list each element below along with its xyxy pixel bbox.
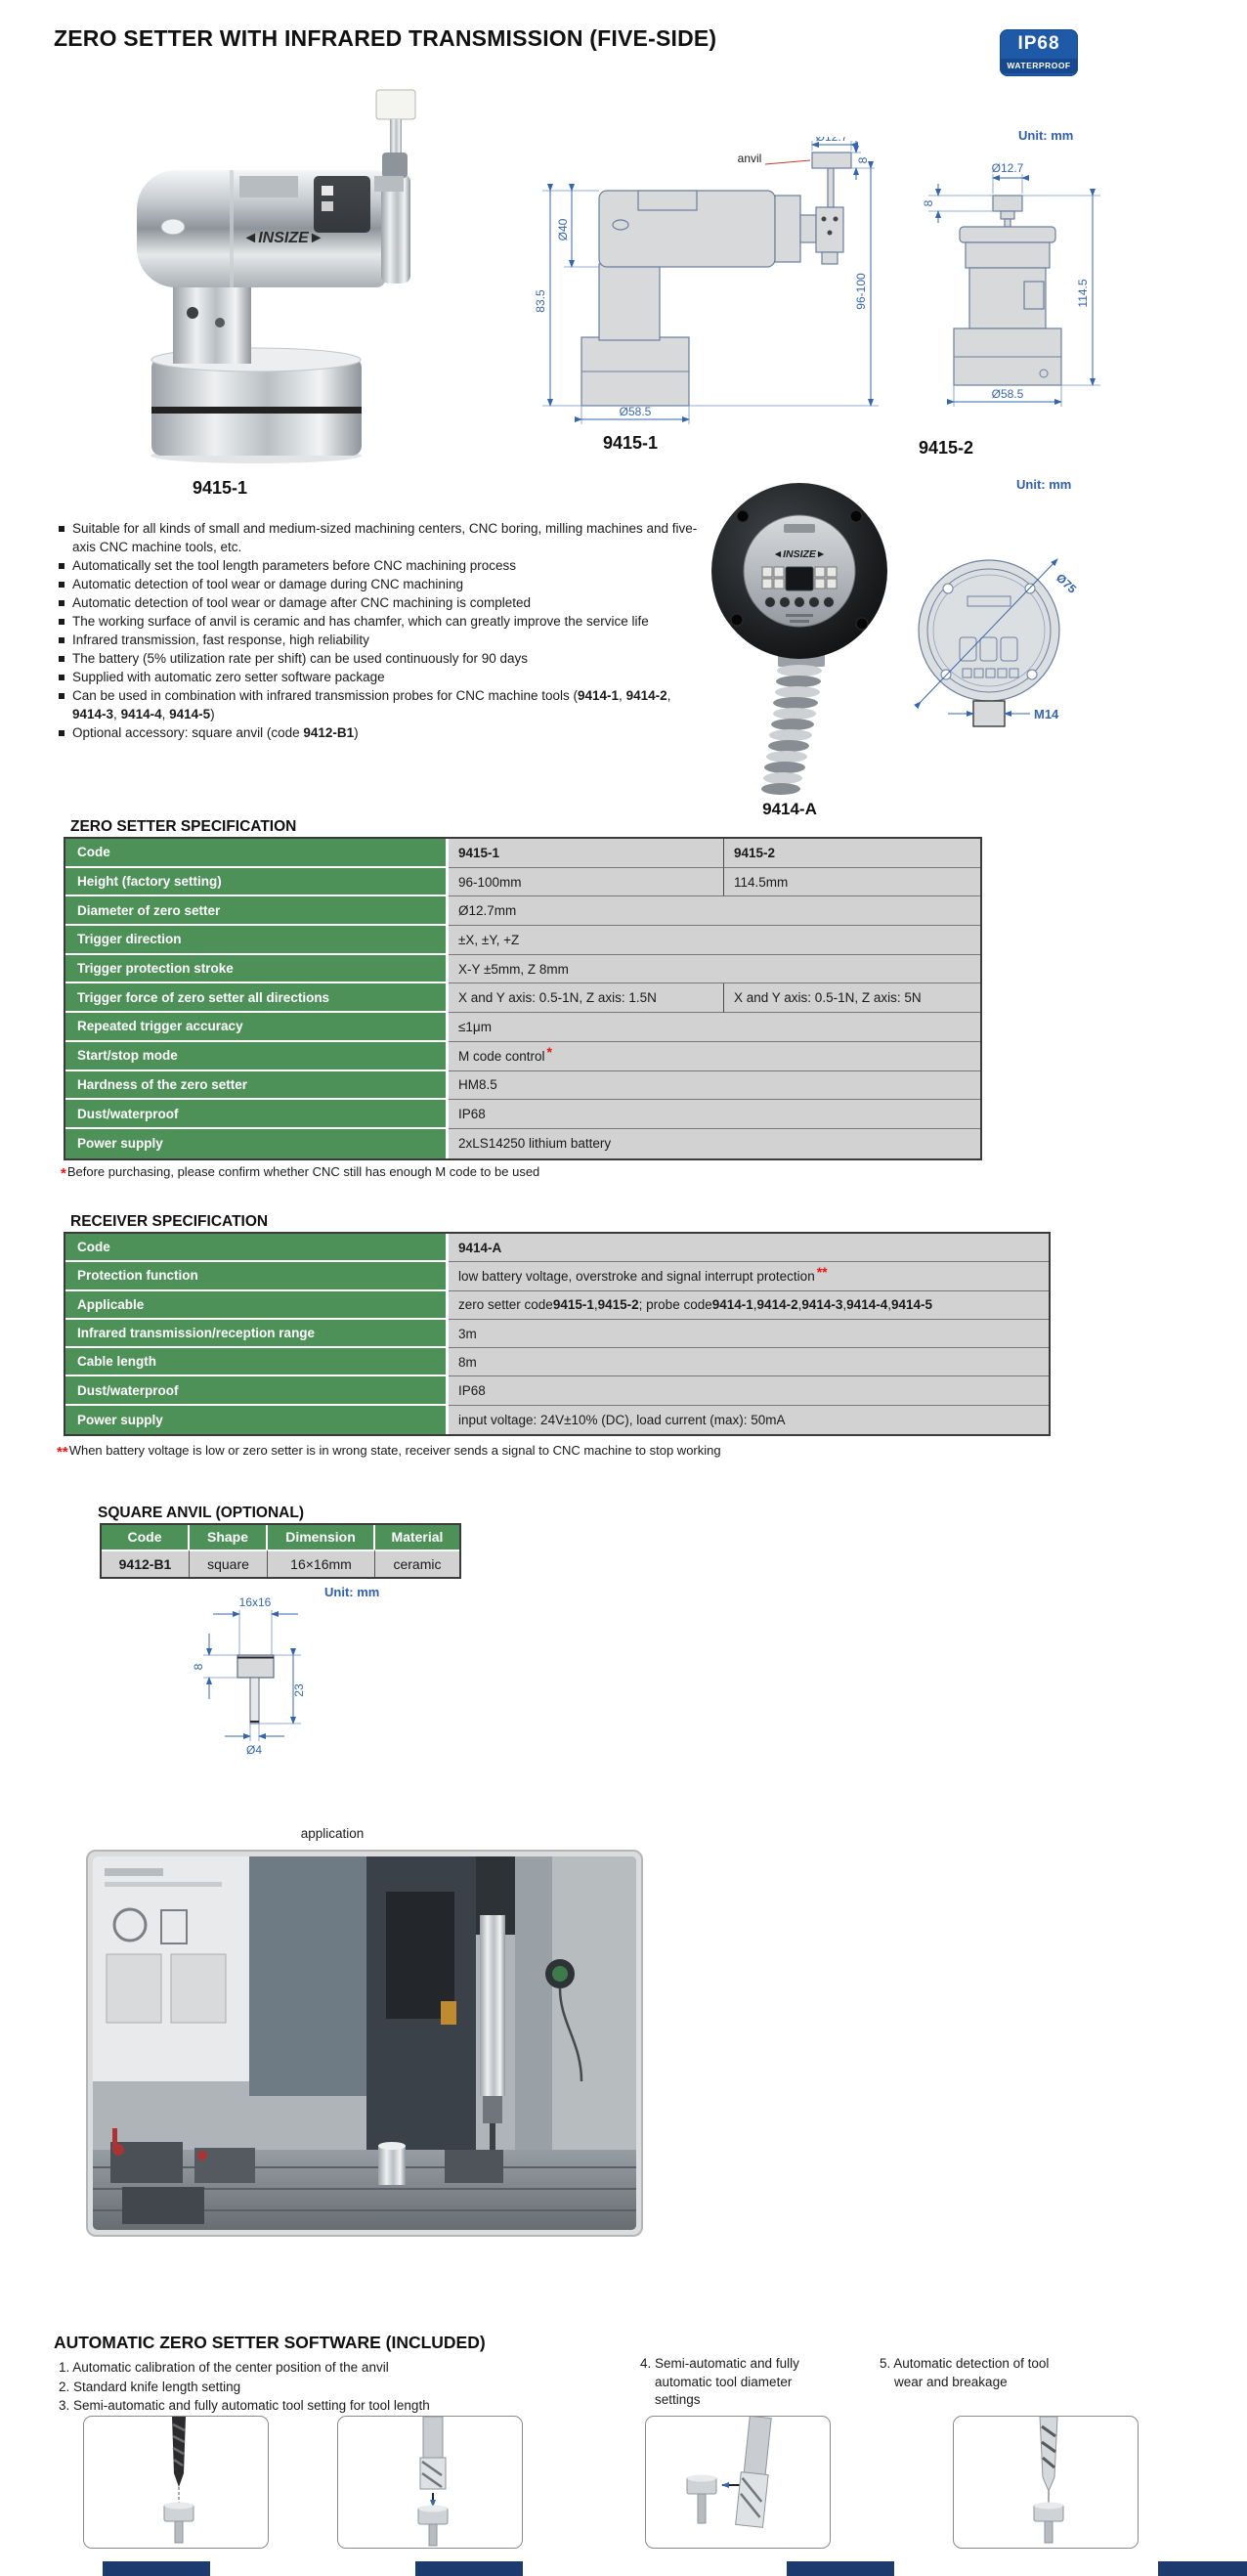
spec-label: Trigger force of zero setter all directions xyxy=(65,983,449,1013)
spec-value: 9415-2 xyxy=(724,839,980,868)
dim-sq-bottom: Ø4 xyxy=(245,1743,263,1757)
feature-item: Optional accessory: square anvil (code 9412-B1) xyxy=(59,723,704,742)
spec-label: Repeated trigger accuracy xyxy=(65,1013,449,1042)
square-anvil-cell: 9412-B1 xyxy=(102,1550,190,1577)
dim2-height: 114.5 xyxy=(1076,279,1090,308)
dim-left-height: 83.5 xyxy=(534,289,547,313)
dim2-top-diameter: Ø12.7 xyxy=(991,161,1024,175)
spec-label: Protection function xyxy=(65,1262,449,1290)
feature-item: Supplied with automatic zero setter software package xyxy=(59,668,704,686)
cutoff-bar xyxy=(415,2561,523,2576)
feature-list xyxy=(59,519,704,742)
spec-value: X and Y axis: 0.5-1N, Z axis: 1.5N xyxy=(449,983,724,1013)
unit-label-top: Unit: mm xyxy=(1018,128,1074,143)
software-image-wear-detection xyxy=(953,2416,1139,2549)
insize-logo: ◄INSIZE► xyxy=(242,230,324,246)
spec-label: Infrared transmission/reception range xyxy=(65,1320,449,1348)
spec-row xyxy=(65,896,980,926)
spec-label: Hardness of the zero setter xyxy=(65,1071,449,1101)
feature-item: The working surface of anvil is ceramic and has chamfer, which can greatly improve the service life xyxy=(59,612,704,631)
spec-value: 9414-A xyxy=(449,1234,1049,1262)
cutoff-bar xyxy=(1158,2561,1247,2576)
photo-caption: 9415-1 xyxy=(192,478,248,498)
spec-label: Start/stop mode xyxy=(65,1042,449,1071)
square-anvil-table xyxy=(100,1523,461,1579)
application-photo xyxy=(86,1850,643,2237)
receiver-spec-table xyxy=(64,1232,1051,1436)
spec-label: Height (factory setting) xyxy=(65,868,449,897)
spec-row xyxy=(65,1071,980,1101)
spec-label: Trigger protection stroke xyxy=(65,955,449,984)
anvil-icon xyxy=(418,2506,448,2547)
software-item: 3. Semi-automatic and fully automatic tool setting for tool length xyxy=(59,2398,430,2413)
square-anvil-cell: ceramic xyxy=(375,1550,459,1577)
feature-item: The battery (5% utilization rate per shift) can be used continuously for 90 days xyxy=(59,649,704,668)
anvil-icon xyxy=(164,2503,194,2544)
page-title: ZERO SETTER WITH INFRARED TRANSMISSION (FIVE-SIDE) xyxy=(54,25,717,51)
unit-label-anvil: Unit: mm xyxy=(324,1585,380,1599)
zero-setter-footnote: *Before purchasing, please confirm whether CNC still has enough M code to be used xyxy=(61,1164,540,1182)
spec-value: IP68 xyxy=(449,1100,980,1129)
square-anvil-heading: SQUARE ANVIL (OPTIONAL) xyxy=(98,1505,304,1521)
spec-value: low battery voltage, overstroke and signal interrupt protection ** xyxy=(449,1262,1049,1290)
badge-label: WATERPROOF xyxy=(1000,59,1078,73)
square-anvil-cell: 16×16mm xyxy=(268,1550,375,1577)
software-item-list xyxy=(59,2358,645,2416)
spec-value: ±X, ±Y, +Z xyxy=(449,926,980,955)
dim2-anvil-height: 8 xyxy=(922,199,935,207)
spec-value: zero setter code 9415-1 , 9415-2 ; probe code 9414-1 , 9414-2 , 9414-3 , 9414-4 , 9414-5 xyxy=(449,1291,1049,1320)
receiver-caption: 9414-A xyxy=(762,800,817,818)
spec-value: input voltage: 24V±10% (DC), load current (max): 50mA xyxy=(449,1406,1049,1434)
spec-row xyxy=(65,1262,1049,1290)
spec-value: 9415-1 xyxy=(449,839,724,868)
ip68-waterproof-badge xyxy=(1000,29,1078,76)
dim-base-diameter: Ø58.5 xyxy=(619,405,652,418)
software-image-diameter xyxy=(645,2416,831,2549)
dim-sq-left: 8 xyxy=(192,1663,205,1671)
spec-row xyxy=(65,1348,1049,1376)
spec-row xyxy=(65,1406,1049,1434)
spec-value: M code control * xyxy=(449,1042,980,1071)
spec-label: Trigger direction xyxy=(65,926,449,955)
spec-value: Ø12.7mm xyxy=(449,896,980,926)
dim-top-diameter: Ø12.7 xyxy=(815,137,848,144)
square-anvil-header: Dimension xyxy=(268,1525,375,1550)
feature-item: Automatic detection of tool wear or damage during CNC machining xyxy=(59,575,704,593)
spec-value: 3m xyxy=(449,1320,1049,1348)
badge-rating: IP68 xyxy=(1017,33,1060,54)
receiver-footnote: **When battery voltage is low or zero setter is in wrong state, receiver sends a signal to CNC machine to stop working xyxy=(57,1443,721,1461)
receiver-logo: ◄INSIZE► xyxy=(772,548,827,560)
spec-row xyxy=(65,926,980,955)
zero-setter-spec-heading: ZERO SETTER SPECIFICATION xyxy=(70,818,297,835)
footnote-mark: * xyxy=(61,1165,66,1182)
spec-row xyxy=(65,1100,980,1129)
software-item-5: 5. Automatic detection of tool wear and breakage xyxy=(880,2356,1050,2389)
software-image-calibration xyxy=(83,2416,269,2549)
application-label: application xyxy=(300,1826,365,1841)
cutoff-bar xyxy=(787,2561,894,2576)
square-anvil-header: Material xyxy=(375,1525,459,1550)
spec-value: IP68 xyxy=(449,1376,1049,1405)
spec-value: 114.5mm xyxy=(724,868,980,897)
end-mill-icon xyxy=(736,2417,775,2527)
spec-row xyxy=(65,868,980,897)
product-photo-9415-1 xyxy=(83,80,445,471)
end-mill-icon xyxy=(420,2417,446,2507)
anvil-icon xyxy=(687,2475,716,2524)
anvil-label: anvil xyxy=(737,152,762,165)
drawing-9415-1 xyxy=(523,137,884,435)
spec-label: Power supply xyxy=(65,1406,449,1434)
drawing-9415-1-caption: 9415-1 xyxy=(602,433,659,453)
software-heading: AUTOMATIC ZERO SETTER SOFTWARE (INCLUDED) xyxy=(54,2333,486,2352)
dim-sq-top: 16x16 xyxy=(238,1595,272,1609)
zero-setter-spec-table xyxy=(64,837,982,1160)
spec-label: Cable length xyxy=(65,1348,449,1376)
square-anvil-drawing xyxy=(147,1577,469,1777)
software-item-4: 4. Semi-automatic and fully automatic tool diameter settings xyxy=(640,2356,799,2407)
drawing-9415-2 xyxy=(899,156,1153,440)
spec-label: Diameter of zero setter xyxy=(65,896,449,926)
dim-receiver-thread: M14 xyxy=(1034,707,1059,721)
dim-receiver-diameter: Ø75 xyxy=(1053,570,1080,596)
receiver-drawing xyxy=(891,528,1165,763)
feature-item: Automatically set the tool length parameters before CNC machining process xyxy=(59,556,704,575)
spec-row xyxy=(65,983,980,1013)
spec-label: Code xyxy=(65,1234,449,1262)
spec-label: Power supply xyxy=(65,1129,449,1158)
spec-row xyxy=(65,1013,980,1042)
spec-row xyxy=(65,1320,1049,1348)
spec-row xyxy=(65,955,980,984)
spec-label: Dust/waterproof xyxy=(65,1100,449,1129)
square-anvil-header: Code xyxy=(102,1525,190,1550)
spec-value: 96-100mm xyxy=(449,868,724,897)
spec-row xyxy=(65,1376,1049,1405)
feature-item: Can be used in combination with infrared transmission probes for CNC machine tools (9414-1, 9414-2, 9414-3, 9414-4, 9414-5) xyxy=(59,686,704,723)
software-item: 2. Standard knife length setting xyxy=(59,2379,241,2394)
receiver-spec-heading: RECEIVER SPECIFICATION xyxy=(70,1213,269,1230)
spec-row xyxy=(65,1042,980,1071)
dim-right-height: 96-100 xyxy=(854,273,868,310)
dim-sq-right: 23 xyxy=(292,1683,306,1697)
software-image-knife-length xyxy=(337,2416,523,2549)
spec-label: Applicable xyxy=(65,1291,449,1320)
spec-row xyxy=(65,1234,1049,1262)
spec-value: 2xLS14250 lithium battery xyxy=(449,1129,980,1158)
receiver-photo-9414-A xyxy=(706,481,896,807)
spec-value: ≤1μm xyxy=(449,1013,980,1042)
feature-item: Automatic detection of tool wear or damage after CNC machining is completed xyxy=(59,593,704,612)
spec-row xyxy=(65,1291,1049,1320)
spec-value: X-Y ±5mm, Z 8mm xyxy=(449,955,980,984)
dim-anvil-height: 8 xyxy=(856,156,870,164)
dim2-base-diameter: Ø58.5 xyxy=(991,387,1024,401)
square-anvil-header: Shape xyxy=(190,1525,268,1550)
black-drill-icon xyxy=(172,2417,186,2505)
anvil-icon xyxy=(1034,2503,1063,2544)
cutoff-bar xyxy=(103,2561,210,2576)
dim-body-diameter: Ø40 xyxy=(556,218,570,241)
spec-label: Code xyxy=(65,839,449,868)
spec-value: X and Y axis: 0.5-1N, Z axis: 5N xyxy=(724,983,980,1013)
spec-value: HM8.5 xyxy=(449,1071,980,1101)
software-item: 1. Automatic calibration of the center position of the anvil xyxy=(59,2360,389,2375)
square-anvil-cell: square xyxy=(190,1550,268,1577)
drawing-9415-2-caption: 9415-2 xyxy=(918,438,974,458)
unit-label-receiver: Unit: mm xyxy=(1016,477,1072,492)
drill-icon xyxy=(1040,2417,1057,2505)
spec-value: 8m xyxy=(449,1348,1049,1376)
feature-item: Infrared transmission, fast response, high reliability xyxy=(59,631,704,649)
footnote-mark2: ** xyxy=(57,1444,68,1461)
spec-label: Dust/waterproof xyxy=(65,1376,449,1405)
spec-row xyxy=(65,1129,980,1158)
spec-row xyxy=(65,839,980,868)
feature-item: Suitable for all kinds of small and medium-sized machining centers, CNC boring, milling machines and five-axis CNC machine tools, etc. xyxy=(59,519,704,556)
